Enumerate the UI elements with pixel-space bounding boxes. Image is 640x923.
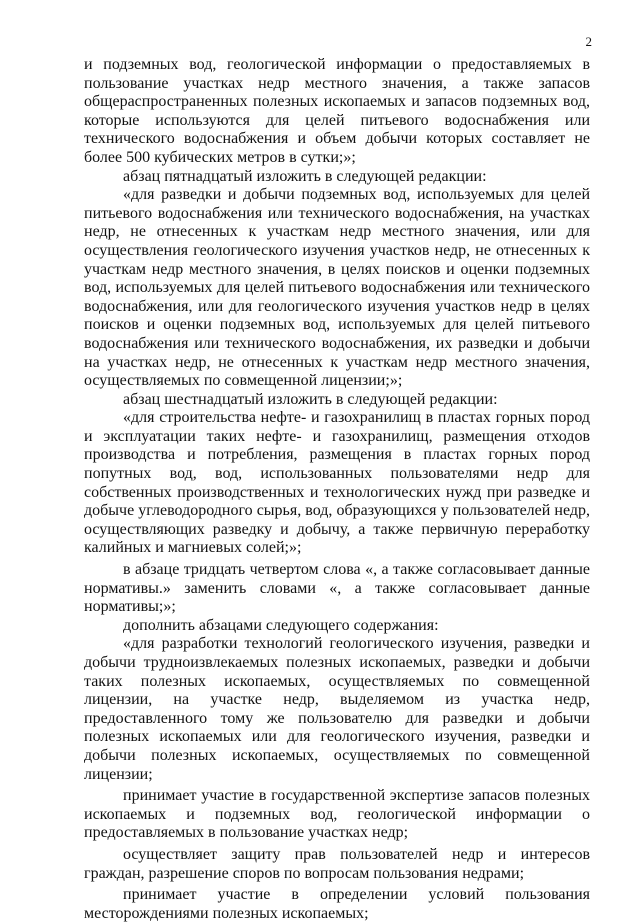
paragraph: абзац шестнадцатый изложить в следующей редакции: [123, 390, 498, 408]
paragraph: в абзаце тридцать четвертом слова «, а также согласовывает данные нормативы.» заменить словами «, а также согласовывает данные нормативы;»; [84, 561, 590, 616]
paragraph: принимает участие в государственной экспертизе запасов полезных ископаемых и подземных вод, геологической информации о предоставляемых в пользование участках недр; [84, 787, 590, 842]
paragraph: «для строительства нефте- и газохранилищ в пластах горных пород и эксплуатации таких нефте- и газохранилищ, размещения отходов производства и потребления, размещения в пластах горных пород попутных вод, вод, использованных пользователями недр для собственных производственных и технологических нужд при разведке и добыче углеводородного сырья, вод, образующихся у пользователей недр, осуществляющих разведку и добычу, а также первичную переработку калийных и магниевых солей;»; [84, 409, 590, 557]
document-body [84, 56, 590, 923]
paragraph: дополнить абзацами следующего содержания: [123, 616, 439, 634]
paragraph: «для разработки технологий геологического изучения, разведки и добычи трудноизвлекаемых полезных ископаемых, разведки и добычи таких полезных ископаемых, осуществляемых по совмещенной лицензии, на участке недр, выделяемом из участка недр, предоставленного тому же пользователю для разведки и добычи полезных ископаемых или для геологического изучения, разведки и добычи полезных ископаемых, осуществляемых по совмещенной лицензии; [84, 635, 590, 783]
paragraph: абзац пятнадцатый изложить в следующей редакции: [123, 167, 487, 185]
paragraph: принимает участие в определении условий пользования месторождениями полезных ископаемых; [84, 886, 590, 922]
page-number: 2 [585, 34, 592, 49]
paragraph: «для разведки и добычи подземных вод, используемых для целей питьевого водоснабжения или технического водоснабжения, на участках недр, не отнесенных к участкам недр местного значения, или для осуществления геологического изучения участков недр, не отнесенных к участкам недр местного значения, в целях поисков и оценки подземных вод, используемых для целей питьевого водоснабжения или технического водоснабжения, или для геологического изучения участков недр в целях поисков и оценки подземных вод, используемых для целей питьевого водоснабжения или технического водоснабжения, их разведки и добычи на участках недр, не отнесенных к участкам недр местного значения, осуществляемых по совмещенной лицензии;»; [84, 186, 590, 390]
paragraph: осуществляет защиту прав пользователей недр и интересов граждан, разрешение споров по вопросам пользования недрами; [84, 845, 590, 882]
paragraph: и подземных вод, геологической информации о предоставляемых в пользование участках недр местного значения, а также запасов общераспространенных полезных ископаемых и запасов подземных вод, которые используются для целей питьевого водоснабжения или технического водоснабжения и объем добычи которых составляет не более 500 кубических метров в сутки;»; [84, 56, 590, 166]
